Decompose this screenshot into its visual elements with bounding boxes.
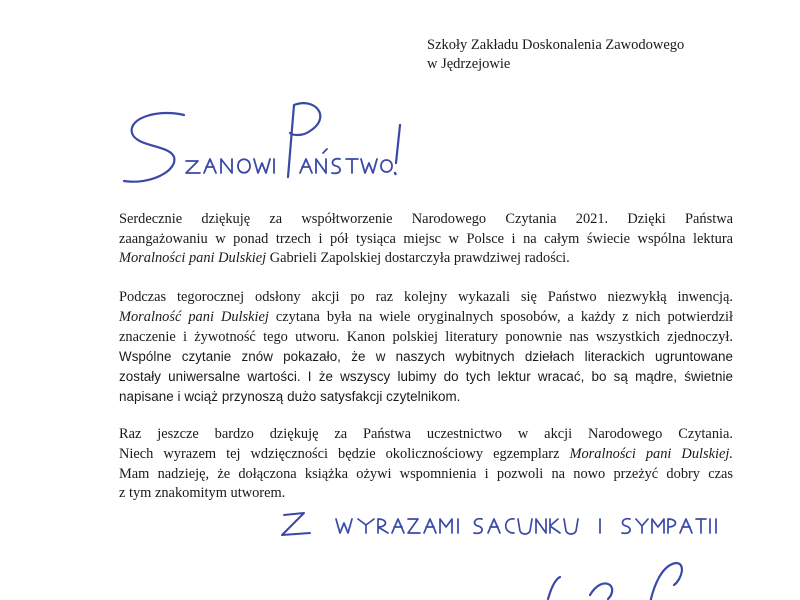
paragraph-line: Raz jeszcze bardzo dziękuję za Państwa uczestnictwo w akcji Narodowego Czytania. (119, 426, 733, 443)
closing-ink (270, 505, 710, 545)
handwritten-salutation (110, 95, 400, 205)
paragraph-line: zaangażowaniu w ponad trzech i pół tysiąca miejsc w Polsce i na całym świecie wspólna lektura (119, 230, 733, 247)
paragraph-line: Wspólne czytanie znów pokazało, że w naszych wybitnych dziełach literackich ugruntowane (119, 349, 733, 365)
text-segment: Niech wyrazem tej wdzięczności będzie okolicznościowy egzemplarz (119, 446, 570, 463)
book-title: Moralność pani Dulskiej (119, 308, 269, 325)
paragraph-line: Mam nadzieję, że dołączona książka ożywi wspomnienia i pozwoli na nowo przeżyć dobry czas (119, 465, 733, 482)
paragraph-3 (119, 425, 733, 504)
text-segment: Gabrieli Zapolskiej dostarczyła prawdziwej radości. (266, 250, 570, 267)
letter-body (119, 210, 733, 523)
addressee-line-1: Szkoły Zakładu Doskonalenia Zawodowego (427, 37, 685, 53)
book-title: Moralności pani Dulskiej. (569, 446, 733, 463)
paragraph-line: Serdecznie dziękuję za współtworzenie Narodowego Czytania 2021. Dzięki Państwa (119, 211, 733, 227)
signature (530, 555, 710, 600)
paragraph-line: znaczenie i żywotność tego utworu. Kanon polskiej literatury ponownie nas wszystkich zjednoczył. (119, 328, 733, 345)
paragraph-line (119, 249, 733, 269)
paragraph-line (119, 445, 733, 465)
paragraph-line: napisane i wciąż przynoszą dużo satysfakcji czytelnikom. (119, 388, 461, 404)
paragraph-2 (119, 288, 733, 406)
signature-ink (530, 555, 710, 600)
paragraph-line (119, 308, 733, 328)
text-segment: czytana była na wiele oryginalnych sposobów, a każdy z nich potwierdził (268, 308, 733, 325)
paragraph-line: Podczas tegorocznej odsłony akcji po raz kolejny wykazali się Państwo niezwykłą inwencją. (119, 289, 733, 306)
salutation-ink (110, 95, 400, 205)
addressee-line-2: w Jędrzejowie (427, 56, 511, 72)
addressee-block (427, 36, 684, 74)
paragraph-1 (119, 210, 733, 269)
handwritten-closing (270, 505, 710, 545)
paragraph-line: z tym znakomitym utworem. (119, 485, 286, 502)
paragraph-line: zostały uniwersalne wartości. I że wszyscy lubimy do tych lektur wracać, bo są mądre, świetnie (119, 368, 733, 384)
book-title: Moralności pani Dulskiej (119, 250, 267, 267)
